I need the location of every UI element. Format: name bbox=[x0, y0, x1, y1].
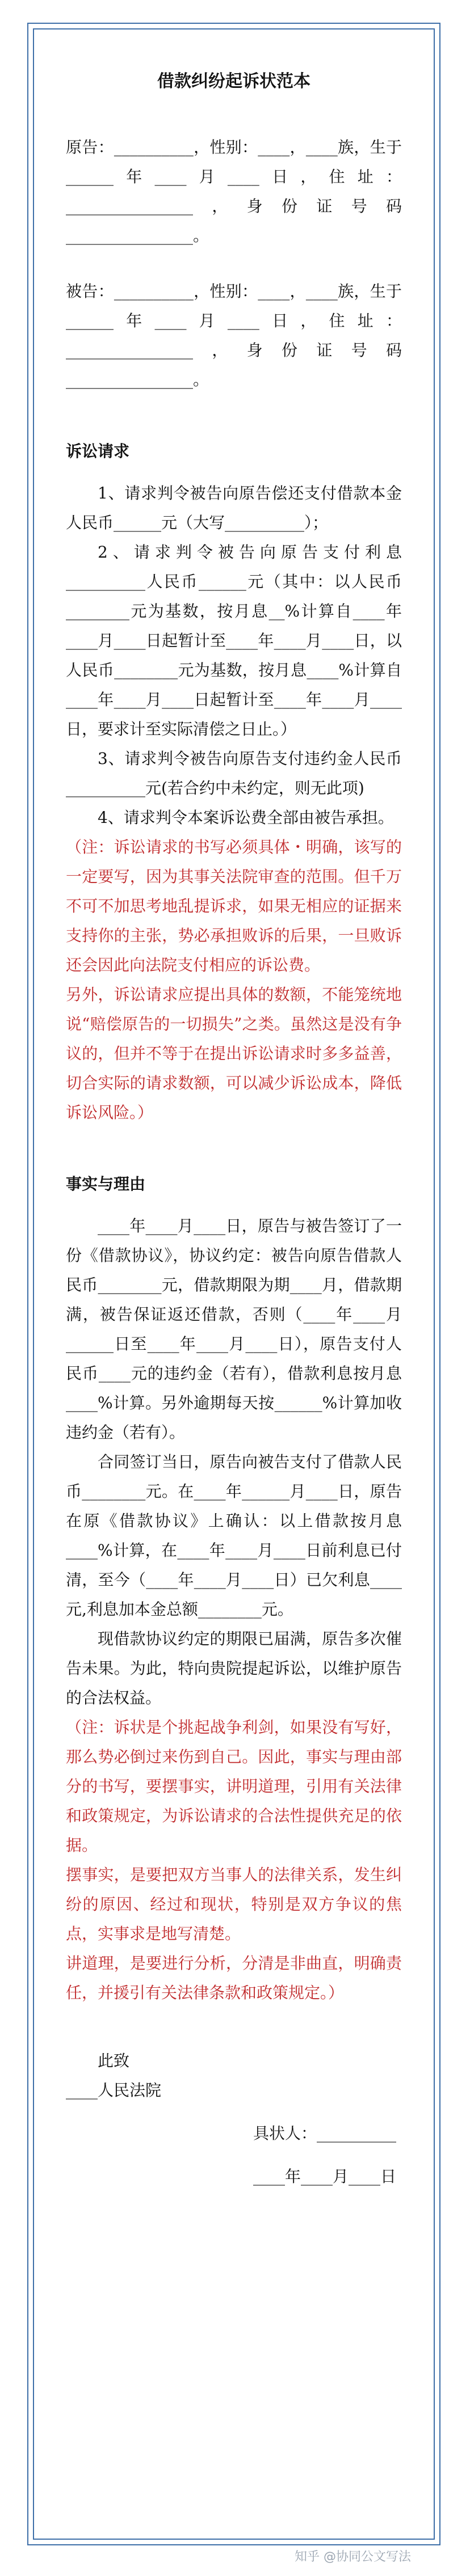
closing-regards: 此致 bbox=[98, 2051, 130, 2070]
facts-paragraph: ____年____月____日，原告与被告签订了一份《借款协议》，协议约定：被告向原告借款人民币________元，借款期限为期____月，借款期满，被告保证返还借款，否则（____年____月______日至____年____月____日），原告支付人民币____元的违约金（若有），借款利息按月息____%计算。另外逾期每天按______%计算加收违约金（若有）。 bbox=[66, 1217, 402, 1442]
date-line: ____年____月____日 bbox=[253, 2167, 396, 2186]
facts-note: 讲道理，是要进行分析，分清是非曲直，明确责任，并援引有关法律条款和政策规定。） bbox=[66, 1954, 402, 2002]
document-title: 借款纠纷起诉状范本 bbox=[157, 71, 310, 91]
facts-note: （注：诉状是个挑起战争利剑，如果没有写好，那么势必倒过来伤到自己。因此，事实与理由部分的书写，要摆事实，讲明道理，引用有关法律和政策规定，为诉讼请求的合法性提供充足的依据。 bbox=[66, 1718, 402, 1855]
signer-line: 具状人：__________ bbox=[253, 2124, 396, 2143]
defendant-info: 被告：__________，性别：____，____族，生于______年____月____日，住址：________________，身份证号码________________。 bbox=[66, 282, 402, 389]
facts-note: 摆事实，是要把双方当事人的法律关系，发生纠纷的原因、经过和现状，特别是双方争议的焦点，实事求是地写清楚。 bbox=[66, 1865, 402, 1943]
claim-item: 1、请求判令被告向原告偿还支付借款本金人民币______元（大写__________）； bbox=[66, 484, 402, 532]
facts-heading: 事实与理由 bbox=[66, 1175, 146, 1193]
claim-item: 3、请求判令被告向原告支付违约金人民币__________元(若合约中未约定，则无此项) bbox=[66, 749, 402, 797]
claims-note: （注：诉讼请求的书写必须具体・明确，该写的一定要写，因为其事关法院审查的范围。但千万不可不加思考地乱提诉求，如果无相应的证据来支持你的主张，势必承担败诉的后果，一旦败诉还会因此向法院支付相应的诉讼费。 bbox=[66, 838, 402, 974]
facts-paragraph: 合同签订当日，原告向被告支付了借款人民币________元。在____年______月____日，原告在原《借款协议》上确认：以上借款按月息____%计算，在____年____月____日前利息已付清，至今（____年____月____日）已欠利息____元,利息加本金总额________元。 bbox=[66, 1452, 402, 1619]
court-name: ____人民法院 bbox=[66, 2081, 162, 2100]
watermark: 知乎 @协同公文写法 bbox=[295, 2550, 411, 2564]
facts-paragraph: 现借款协议约定的期限已届满，原告多次催告未果。为此，特向贵院提起诉讼，以维护原告的合法权益。 bbox=[66, 1629, 402, 1707]
claims-heading: 诉讼请求 bbox=[66, 442, 130, 461]
complaint-document bbox=[45, 41, 422, 2527]
plaintiff-info: 原告：__________，性别：____，____族，生于______年____月____日，住址：________________，身份证号码________________。 bbox=[66, 138, 402, 245]
claim-item: 4、请求判令本案诉讼费全部由被告承担。 bbox=[98, 808, 394, 827]
claims-note: 另外，诉讼请求应提出具体的数额，不能笼统地说“赔偿原告的一切损失”之类。虽然这是没有争议的，但并不等于在提出诉讼请求时多多益善，切合实际的请求数额，可以减少诉讼成本，降低诉讼风险。） bbox=[66, 985, 402, 1122]
claim-item: 2、请求判令被告向原告支付利息__________人民币______元（其中：以人民币________元为基数，按月息__%计算自____年____月____日起暂计至____年____月____日，以人民币________元为基数，按月息____%计算自____年____月____日起暂计至____年____月____日，要求计至实际清偿之日止。） bbox=[66, 543, 402, 738]
